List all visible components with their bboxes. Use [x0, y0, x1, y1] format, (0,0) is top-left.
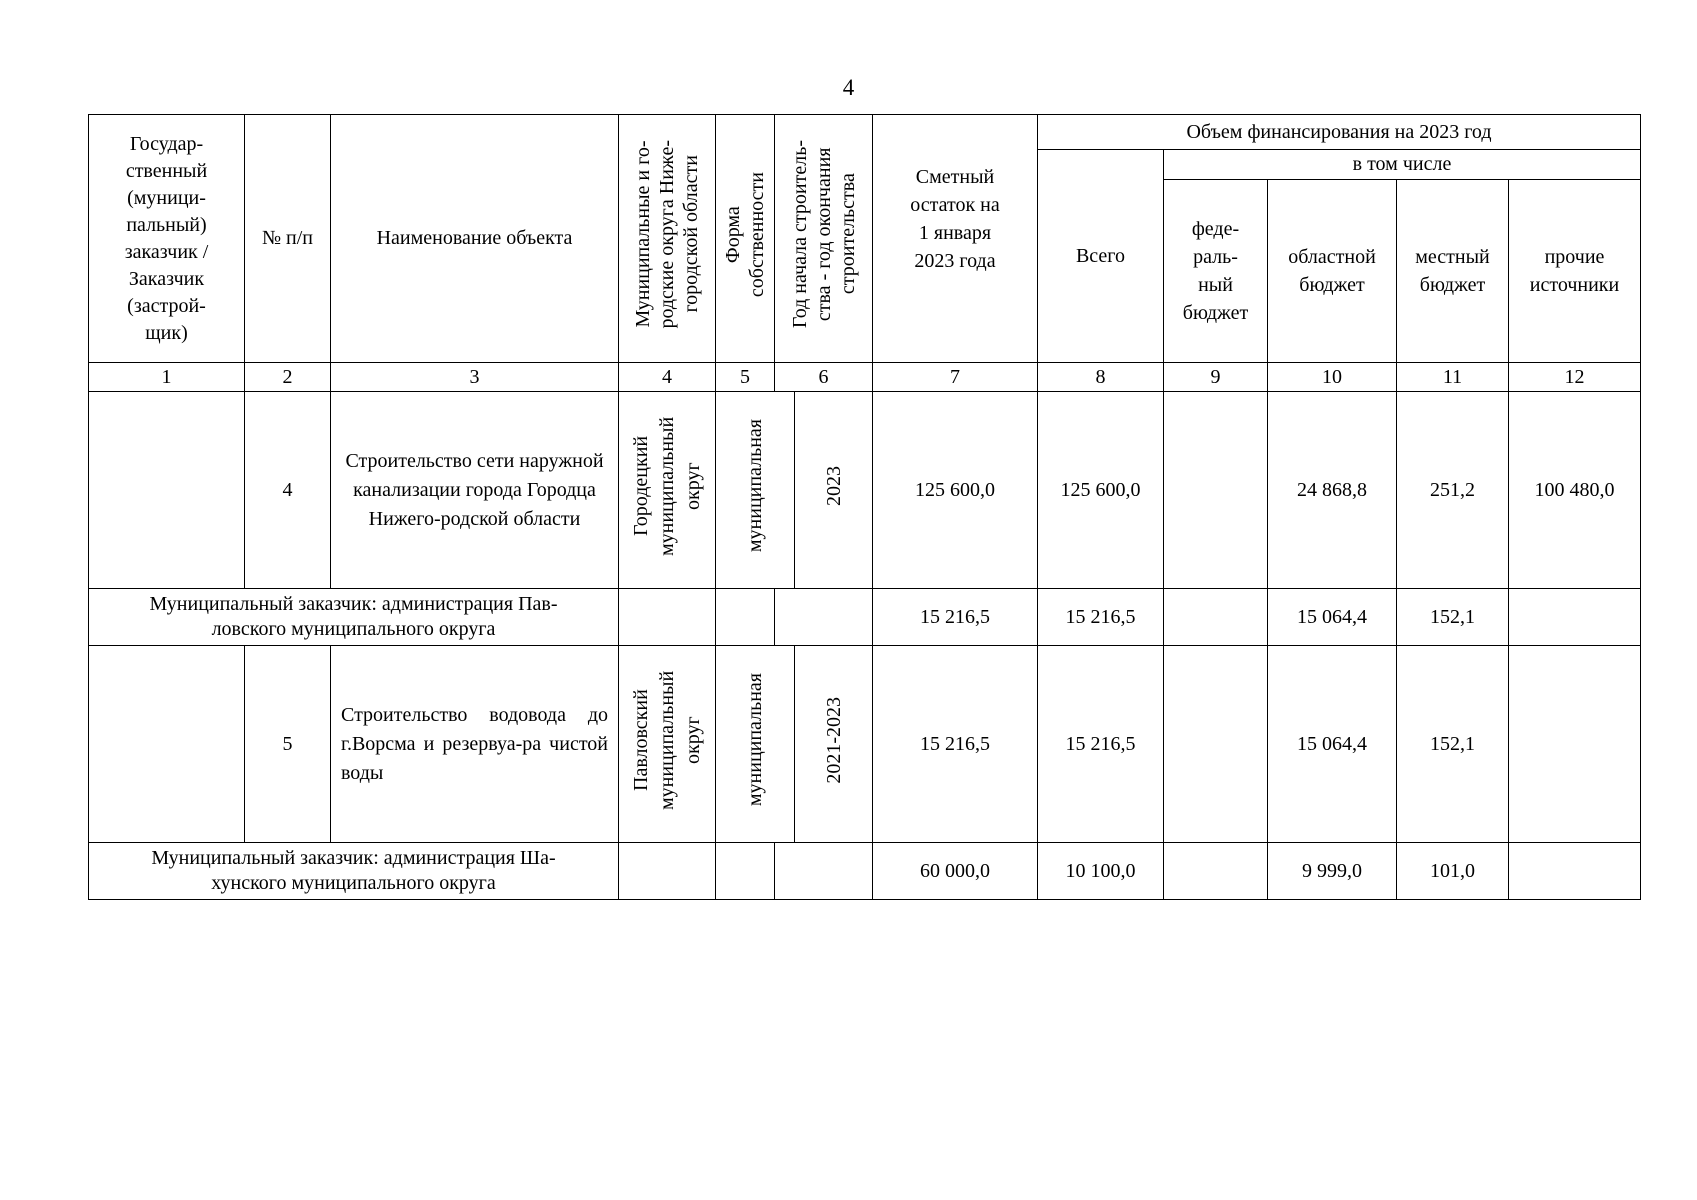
header-including: в том числе [1164, 150, 1641, 180]
table-row [89, 646, 1641, 843]
district-text: Городецкий муниципальный округ [630, 416, 704, 556]
object-name: Строительство водовода до г.Ворсма и резервуа-ра чистой воды [331, 646, 619, 843]
years-cell [775, 843, 873, 900]
header-funding: Объем финансирования на 2023 год [1038, 115, 1641, 150]
row-number: 4 [245, 392, 331, 589]
district-cell [619, 843, 716, 900]
column-number: 8 [1038, 363, 1164, 392]
header-estimate: Сметный остаток на 1 января 2023 года [873, 115, 1038, 363]
estimate-value: 15 216,5 [873, 589, 1038, 646]
local-value: 152,1 [1397, 589, 1509, 646]
customer-cell [89, 646, 245, 843]
regional-value: 15 064,4 [1268, 646, 1397, 843]
years-text: 2021-2023 [822, 696, 845, 784]
group-customer-label: Муниципальный заказчик: администрация Ша- хунского муниципального округа [89, 843, 619, 900]
federal-value [1164, 392, 1268, 589]
header-federal: феде- раль- ный бюджет [1164, 180, 1268, 363]
years-cell [795, 392, 873, 589]
object-name: Строительство сети наружной канализации города Городца Нижего-родской области [331, 392, 619, 589]
federal-value [1164, 589, 1268, 646]
header-district-text: Муниципальные и го- родские округа Ниже- городской области [632, 140, 702, 329]
estimate-value: 60 000,0 [873, 843, 1038, 900]
column-number: 10 [1268, 363, 1397, 392]
column-number: 11 [1397, 363, 1509, 392]
row-number: 5 [245, 646, 331, 843]
other-value [1509, 843, 1641, 900]
group-row [89, 843, 1641, 900]
local-value: 251,2 [1397, 392, 1509, 589]
local-value: 101,0 [1397, 843, 1509, 900]
header-years [775, 115, 873, 363]
header-other: прочие источники [1509, 180, 1641, 363]
estimate-value: 15 216,5 [873, 646, 1038, 843]
header-local: местный бюджет [1397, 180, 1509, 363]
column-number: 5 [716, 363, 775, 392]
local-value: 152,1 [1397, 646, 1509, 843]
total-value: 15 216,5 [1038, 646, 1164, 843]
ownership-text: муниципальная [744, 419, 766, 553]
header-total: Всего [1038, 150, 1164, 363]
regional-value: 24 868,8 [1268, 392, 1397, 589]
total-value: 125 600,0 [1038, 392, 1164, 589]
table-row [89, 392, 1641, 589]
page-number: 4 [842, 75, 855, 100]
column-number: 9 [1164, 363, 1268, 392]
header-number: № п/п [245, 115, 331, 363]
federal-value [1164, 646, 1268, 843]
regional-value: 9 999,0 [1268, 843, 1397, 900]
financing-table [88, 114, 1641, 900]
years-cell [795, 646, 873, 843]
column-number: 2 [245, 363, 331, 392]
group-customer-label: Муниципальный заказчик: администрация Пав- ловского муниципального округа [89, 589, 619, 646]
other-value: 100 480,0 [1509, 392, 1641, 589]
header-years-text: Год начала строитель- ства - год окончания строительства [788, 140, 859, 329]
group-row [89, 589, 1641, 646]
ownership-cell [716, 392, 795, 589]
district-cell [619, 646, 716, 843]
other-value [1509, 589, 1641, 646]
total-value: 15 216,5 [1038, 589, 1164, 646]
regional-value: 15 064,4 [1268, 589, 1397, 646]
column-number: 12 [1509, 363, 1641, 392]
column-number: 4 [619, 363, 716, 392]
other-value [1509, 646, 1641, 843]
customer-cell [89, 392, 245, 589]
federal-value [1164, 843, 1268, 900]
ownership-cell [716, 843, 775, 900]
column-number: 7 [873, 363, 1038, 392]
district-cell [619, 392, 716, 589]
header-regional: областной бюджет [1268, 180, 1397, 363]
district-text: Павловский муниципальный округ [630, 670, 704, 810]
header-customer: Государ- ственный (муници- пальный) заказчик / Заказчик (застрой- щик) [89, 115, 245, 363]
header-district [619, 115, 716, 363]
column-number: 6 [775, 363, 873, 392]
years-cell [775, 589, 873, 646]
ownership-cell [716, 646, 795, 843]
years-text: 2023 [822, 466, 845, 506]
total-value: 10 100,0 [1038, 843, 1164, 900]
district-cell [619, 589, 716, 646]
ownership-cell [716, 589, 775, 646]
estimate-value: 125 600,0 [873, 392, 1038, 589]
column-number: 3 [331, 363, 619, 392]
header-ownership [716, 115, 775, 363]
ownership-text: муниципальная [744, 673, 766, 807]
header-ownership-text: Форма собственности [722, 171, 768, 298]
header-object-name: Наименование объекта [331, 115, 619, 363]
column-number: 1 [89, 363, 245, 392]
